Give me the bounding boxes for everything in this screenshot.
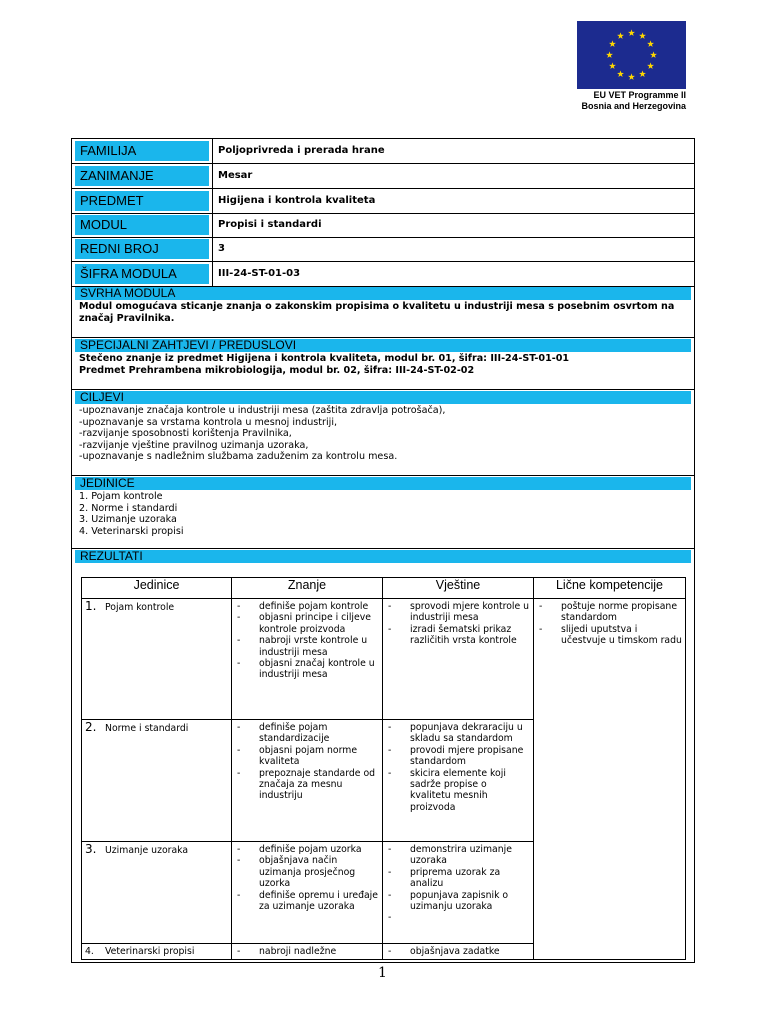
column-header: Znanje xyxy=(232,578,383,599)
eu-flag-icon xyxy=(577,21,686,89)
zahtjevi-text xyxy=(79,353,689,376)
unit-number: 4. xyxy=(85,946,94,957)
jedinice-text xyxy=(79,491,689,537)
info-row-zanimanje xyxy=(72,164,694,189)
column-header: Jedinice xyxy=(82,578,232,599)
info-value: Propisi i standardi xyxy=(218,219,322,230)
star-icon xyxy=(628,29,635,36)
info-row-familija xyxy=(72,139,694,164)
star-icon xyxy=(650,51,657,58)
cilj-line: -upoznavanje sa vrstama kontrola u mesnoj industriji, xyxy=(79,416,338,428)
list-item: - slijedi uputstva i učestvuje u timskom radu xyxy=(537,624,682,647)
star-icon xyxy=(606,51,613,58)
info-label: ZANIMANJE xyxy=(75,166,209,186)
star-icon xyxy=(617,32,624,39)
cilj-line: -upoznavanje s nadležnim službama zaduženim za kontrolu mesa. xyxy=(79,451,398,462)
info-label: ŠIFRA MODULA xyxy=(75,264,209,284)
info-label: MODUL xyxy=(75,215,209,235)
list-item: - nabroji nadležne xyxy=(235,946,379,957)
list-item: - popunjava zapisnik o uzimanju uzoraka xyxy=(386,890,530,913)
unit-number: 1. xyxy=(85,599,97,613)
info-value: Mesar xyxy=(218,170,253,181)
znanje-cell xyxy=(232,842,383,944)
unit-number: 3. xyxy=(85,842,97,856)
list-item: - objasni principe i ciljeve kontrole proizvoda xyxy=(235,612,379,635)
results-table xyxy=(81,577,686,960)
unit-cell xyxy=(82,944,232,960)
cilj-line: -upoznavanje značaja kontrole u industriji mesa (zaštita zdravlja potrošača), xyxy=(79,405,446,416)
star-icon xyxy=(647,40,654,47)
unit-cell xyxy=(82,720,232,842)
list-item: - provodi mjere propisane standardom xyxy=(386,745,530,768)
info-value: 3 xyxy=(218,243,225,254)
eu-stars-icon xyxy=(577,21,686,89)
column-header: Vještine xyxy=(383,578,534,599)
jedinica-line: 4. Veterinarski propisi xyxy=(79,525,184,537)
unit-name: Norme i standardi xyxy=(105,723,189,734)
info-value: Poljoprivreda i prerada hrane xyxy=(218,145,385,156)
unit-name: Uzimanje uzoraka xyxy=(105,845,189,856)
jedinica-line: 2. Norme i standardi xyxy=(79,502,178,514)
unit-name: Veterinarski propisi xyxy=(105,946,195,957)
ciljevi-text xyxy=(79,405,689,463)
list-item: - definiše opremu i uređaje za uzimanje uzoraka xyxy=(235,890,379,913)
info-row-redni-broj xyxy=(72,237,694,262)
znanje-cell xyxy=(232,720,383,842)
vjestine-cell xyxy=(383,944,534,960)
list-item: - poštuje norme propisane standardom xyxy=(537,601,682,624)
caption-line-1: EU VET Programme II xyxy=(593,90,686,100)
vjestine-cell xyxy=(383,720,534,842)
table-row xyxy=(82,599,686,720)
star-icon xyxy=(628,73,635,80)
info-row-predmet xyxy=(72,189,694,214)
list-item: - objašnjava način uzimanja prosječnog uzorka xyxy=(235,855,379,889)
list-item: - nabroji vrste kontrole u industriji mesa xyxy=(235,635,379,658)
list-item: - objasni pojam norme kvaliteta xyxy=(235,745,379,768)
svrha-text: Modul omogućava sticanje znanja o zakonskim propisima o kvalitetu u industriji mesa s posebnim osvrtom na značaj Pravilnika. xyxy=(79,301,675,324)
jedinica-line: 3. Uzimanje uzoraka xyxy=(79,514,177,525)
unit-cell xyxy=(82,599,232,720)
caption-line-2: Bosnia and Herzegovina xyxy=(581,101,686,111)
info-row-sifra-modula xyxy=(72,262,694,287)
section-title-rezultati: REZULTATI xyxy=(75,550,691,563)
zahtjev-line: Predmet Prehrambena mikrobiologija, modul br. 02, šifra: III-24-ST-02-02 xyxy=(79,364,475,376)
list-item: - sprovodi mjere kontrole u industriji mesa xyxy=(386,601,530,624)
column-header: Lične kompetencije xyxy=(534,578,686,599)
cilj-line: -razvijanje vještine pravilnog uzimanja uzoraka, xyxy=(79,439,309,451)
star-icon xyxy=(609,62,616,69)
list-item: - definiše pojam standardizacije xyxy=(235,722,379,745)
info-row-modul xyxy=(72,213,694,238)
unit-cell xyxy=(82,842,232,944)
section-title-jedinice: JEDINICE xyxy=(75,477,691,490)
info-value: Higijena i kontrola kvaliteta xyxy=(218,195,376,206)
info-label: REDNI BROJ xyxy=(75,239,209,259)
list-item: - prepoznaje standarde od značaja za mesnu industriju xyxy=(235,768,379,802)
list-item: - priprema uzorak za analizu xyxy=(386,867,530,890)
kompetencije-cell xyxy=(534,599,686,960)
vjestine-cell xyxy=(383,599,534,720)
info-value: III-24-ST-01-03 xyxy=(218,268,301,279)
unit-number: 2. xyxy=(85,720,97,734)
info-label: PREDMET xyxy=(75,191,209,211)
section-title-ciljevi: CILJEVI xyxy=(75,391,691,404)
section-title-zahtjevi: SPECIJALNI ZAHTJEVI / PREDUSLOVI xyxy=(75,339,691,352)
unit-name: Pojam kontrole xyxy=(105,602,175,613)
zahtjev-line: Stečeno znanje iz predmet Higijena i kontrola kvaliteta, modul br. 01, šifra: III-24-ST-01-01 xyxy=(79,353,570,364)
star-icon xyxy=(647,62,654,69)
jedinica-line: 1. Pojam kontrole xyxy=(79,491,163,502)
eu-programme-caption xyxy=(581,90,686,112)
vjestine-cell xyxy=(383,842,534,944)
star-icon xyxy=(639,32,646,39)
page-number: 1 xyxy=(378,965,387,981)
list-item: - definiše pojam kontrole xyxy=(235,601,379,612)
list-item: - objašnjava zadatke xyxy=(386,946,530,957)
znanje-cell xyxy=(232,599,383,720)
module-sheet xyxy=(71,138,695,963)
cilj-line: -razvijanje sposobnosti korištenja Pravilnika, xyxy=(79,428,292,439)
star-icon xyxy=(609,40,616,47)
results-header-row xyxy=(82,578,686,599)
list-item: - popunjava dekraraciju u skladu sa standardom xyxy=(386,722,530,745)
list-item: - objasni značaj kontrole u industriji mesa xyxy=(235,658,379,681)
list-item: - izradi šematski prikaz različitih vrsta kontrole xyxy=(386,624,530,647)
info-label: FAMILIJA xyxy=(75,141,209,161)
list-item: - demonstrira uzimanje uzoraka xyxy=(386,844,530,867)
znanje-cell xyxy=(232,944,383,960)
star-icon xyxy=(617,70,624,77)
star-icon xyxy=(639,70,646,77)
list-item: - skicira elemente koji sadrže propise o kvalitetu mesnih proizvoda xyxy=(386,768,530,814)
section-title-svrha: SVRHA MODULA xyxy=(75,287,691,300)
list-item: - definiše pojam uzorka xyxy=(235,844,379,855)
